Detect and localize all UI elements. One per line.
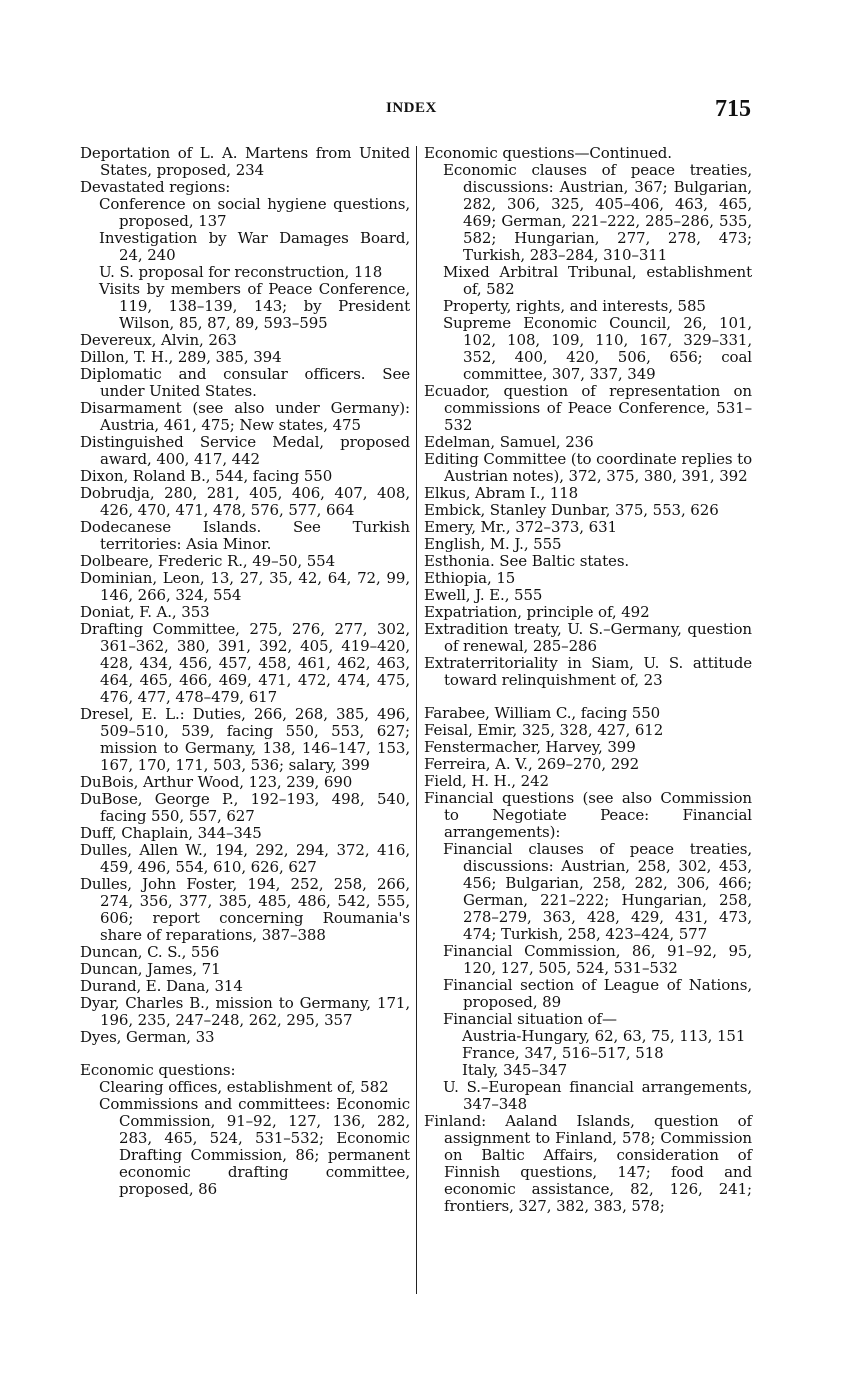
index-entry: Edelman, Samuel, 236 bbox=[424, 433, 594, 451]
index-entry: Dulles, Allen W., 194, 292, 294, 372, 416, 459, 496, 554, 610, 626, 627 bbox=[80, 841, 410, 876]
index-entry: Dyes, German, 33 bbox=[80, 1028, 215, 1046]
column-divider bbox=[416, 146, 417, 1294]
index-entry: English, M. J., 555 bbox=[424, 535, 562, 553]
index-entry: Clearing offices, establishment of, 582 bbox=[99, 1078, 389, 1096]
index-entry: Dixon, Roland B., 544, facing 550 bbox=[80, 467, 333, 485]
page-number: 715 bbox=[715, 96, 751, 122]
index-entry: Investigation by War Damages Board, 24, 240 bbox=[99, 229, 410, 264]
index-entry: Economic questions: bbox=[80, 1061, 236, 1079]
index-entry: Distinguished Service Medal, proposed award, 400, 417, 442 bbox=[80, 433, 410, 468]
index-entry: Ewell, J. E., 555 bbox=[424, 586, 543, 604]
index-entry: Farabee, William C., facing 550 bbox=[424, 704, 661, 722]
index-entry: Visits by members of Peace Conference, 119, 138–139, 143; by President Wilson, 85, 87, 89, 593–595 bbox=[99, 280, 410, 332]
index-entry: Disarmament (see also under Germany): Austria, 461, 475; New states, 475 bbox=[80, 399, 410, 434]
index-entry: Doniat, F. A., 353 bbox=[80, 603, 210, 621]
index-entry: Ferreira, A. V., 269–270, 292 bbox=[424, 755, 640, 773]
index-entry: Finland: Aaland Islands, question of assignment to Finland, 578; Commission on Baltic Affairs, consideration of Finnish questions, 147; food and economic assistance, 82, 126, 241; frontiers, 327, 382, 383, 578; bbox=[424, 1112, 752, 1215]
index-entry: Economic questions—Continued. bbox=[424, 144, 672, 162]
index-entry: DuBois, Arthur Wood, 123, 239, 690 bbox=[80, 773, 353, 791]
index-entry: Durand, E. Dana, 314 bbox=[80, 977, 243, 995]
index-entry: Emery, Mr., 372–373, 631 bbox=[424, 518, 617, 536]
index-entry: Property, rights, and interests, 585 bbox=[443, 297, 706, 315]
index-entry: Duff, Chaplain, 344–345 bbox=[80, 824, 262, 842]
index-entry: Mixed Arbitral Tribunal, establishment of, 582 bbox=[443, 263, 752, 298]
index-entry: Deportation of L. A. Martens from United States, proposed, 234 bbox=[80, 144, 410, 179]
index-entry: Expatriation, principle of, 492 bbox=[424, 603, 650, 621]
index-entry: Drafting Committee, 275, 276, 277, 302, 361–362, 380, 391, 392, 405, 419–420, 428, 434, 456, 457, 458, 461, 462, 463, 464, 465, 466, 469, 471, 472, 474, 475, 476, 477, 478–479, 617 bbox=[80, 620, 410, 706]
index-entry: Devastated regions: bbox=[80, 178, 231, 196]
index-entry: Duncan, James, 71 bbox=[80, 960, 221, 978]
index-column-right bbox=[424, 145, 752, 1215]
index-entry: Diplomatic and consular officers. See under United States. bbox=[80, 365, 410, 400]
index-entry: U. S. proposal for reconstruction, 118 bbox=[99, 263, 383, 281]
index-entry: Financial Commission, 86, 91–92, 95, 120, 127, 505, 524, 531–532 bbox=[443, 942, 752, 977]
running-head: INDEX bbox=[386, 100, 437, 116]
index-entry: Dolbeare, Frederic R., 49–50, 554 bbox=[80, 552, 336, 570]
index-entry: Financial situation of— bbox=[443, 1010, 617, 1028]
index-entry: Field, H. H., 242 bbox=[424, 772, 549, 790]
index-entry: Conference on social hygiene questions, proposed, 137 bbox=[99, 195, 410, 230]
index-entry: Extradition treaty, U. S.–Germany, question of renewal, 285–286 bbox=[424, 620, 752, 655]
index-entry: Austria-Hungary, 62, 63, 75, 113, 151 bbox=[462, 1027, 746, 1045]
index-entry: Devereux, Alvin, 263 bbox=[80, 331, 237, 349]
index-entry: France, 347, 516–517, 518 bbox=[462, 1044, 664, 1062]
index-entry: Editing Committee (to coordinate replies to Austrian notes), 372, 375, 380, 391, 392 bbox=[424, 450, 752, 485]
index-entry: Esthonia. See Baltic states. bbox=[424, 552, 630, 570]
index-entry: Dulles, John Foster, 194, 252, 258, 266, 274, 356, 377, 385, 485, 486, 542, 555, 606; report concerning Roumania's share of reparations, 387–388 bbox=[80, 875, 410, 944]
index-entry: Dodecanese Islands. See Turkish territories: Asia Minor. bbox=[80, 518, 410, 553]
index-entry: Fenstermacher, Harvey, 399 bbox=[424, 738, 636, 756]
index-entry: Elkus, Abram I., 118 bbox=[424, 484, 579, 502]
index-entry: Economic clauses of peace treaties, discussions: Austrian, 367; Bulgarian, 282, 306, 325, 405–406, 463, 465, 469; German, 221–222, 285–286, 535, 582; Hungarian, 277, 278, 473; Turkish, 283–284, 310–311 bbox=[443, 161, 752, 264]
index-entry: Supreme Economic Council, 26, 101, 102, 108, 109, 110, 167, 329–331, 352, 400, 420, 506, 656; coal committee, 307, 337, 349 bbox=[443, 314, 752, 383]
index-column-left bbox=[80, 145, 410, 1198]
index-entry: U. S.–European financial arrangements, 347–348 bbox=[443, 1078, 752, 1113]
index-entry: Financial clauses of peace treaties, discussions: Austrian, 258, 302, 453, 456; Bulgarian, 258, 282, 306, 466; German, 221–222; Hungarian, 258, 278–279, 363, 428, 429, 431, 473, 474; Turkish, 258, 423–424, 577 bbox=[443, 840, 752, 943]
index-entry: Dominian, Leon, 13, 27, 35, 42, 64, 72, 99, 146, 266, 324, 554 bbox=[80, 569, 410, 604]
index-entry: Dillon, T. H., 289, 385, 394 bbox=[80, 348, 282, 366]
index-entry: Dobrudja, 280, 281, 405, 406, 407, 408, 426, 470, 471, 478, 576, 577, 664 bbox=[80, 484, 410, 519]
index-entry: Ecuador, question of representation on commissions of Peace Conference, 531–532 bbox=[424, 382, 752, 434]
index-entry: Ethiopia, 15 bbox=[424, 569, 516, 587]
index-entry: Extraterritoriality in Siam, U. S. attitude toward relinquishment of, 23 bbox=[424, 654, 752, 689]
index-entry: Financial questions (see also Commission to Negotiate Peace: Financial arrangements): bbox=[424, 789, 752, 841]
index-entry: Dyar, Charles B., mission to Germany, 171, 196, 235, 247–248, 262, 295, 357 bbox=[80, 994, 410, 1029]
index-entry: Financial section of League of Nations, proposed, 89 bbox=[443, 976, 752, 1011]
index-entry: Commissions and committees: Economic Commission, 91–92, 127, 136, 282, 283, 465, 524, 531–532; Economic Drafting Commission, 86; permanent economic drafting committee, proposed, 86 bbox=[99, 1095, 410, 1198]
index-entry: Dresel, E. L.: Duties, 266, 268, 385, 496, 509–510, 539, facing 550, 553, 627; mission to Germany, 138, 146–147, 153, 167, 170, 171, 503, 536; salary, 399 bbox=[80, 705, 410, 774]
index-entry: Italy, 345–347 bbox=[462, 1061, 568, 1079]
index-entry: Feisal, Emir, 325, 328, 427, 612 bbox=[424, 721, 664, 739]
index-entry: Duncan, C. S., 556 bbox=[80, 943, 220, 961]
index-entry: Embick, Stanley Dunbar, 375, 553, 626 bbox=[424, 501, 719, 519]
index-entry: DuBose, George P., 192–193, 498, 540, facing 550, 557, 627 bbox=[80, 790, 410, 825]
